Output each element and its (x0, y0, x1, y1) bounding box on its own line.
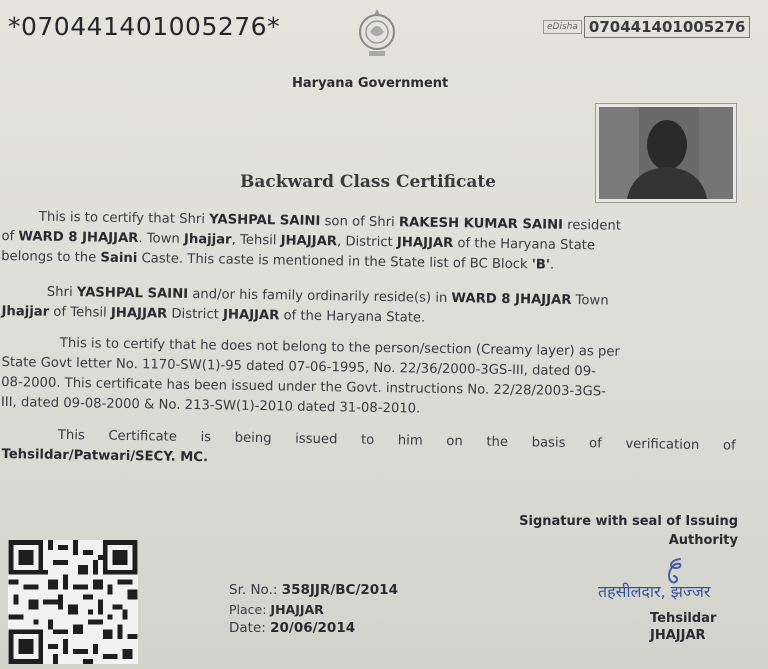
paragraph-residence (1, 282, 742, 334)
official-stamp: तहसीलदार, झज्जर (598, 582, 711, 601)
para3-line1: This is to certify that he does not belong to the person/section (Creamy layer) as per (59, 335, 621, 360)
word: being (234, 430, 272, 447)
haryana-emblem-icon (356, 6, 398, 64)
paragraph-identity (1, 207, 742, 279)
bc-block: 'B' (531, 257, 551, 273)
text: Caste. This caste is mentioned in the State list of BC Block (137, 251, 532, 273)
date (229, 619, 398, 638)
father-name: RAKESH KUMAR SAINI (398, 215, 564, 233)
text: . Town (138, 231, 185, 247)
ward: WARD 8 JHAJJAR (18, 229, 139, 247)
edisha-number: 070441401005276 (584, 16, 751, 38)
barcode-number: *070441401005276* (8, 12, 281, 41)
person-name: YASHPAL SAINI (209, 212, 321, 230)
word: to (360, 432, 375, 448)
certificate-title: Backward Class Certificate (240, 172, 496, 192)
tehsildar-title: Tehsildar (650, 611, 717, 626)
word: the (486, 434, 509, 450)
word: verification (625, 436, 700, 453)
signature-caption (496, 512, 738, 550)
district: JHAJJAR (222, 307, 280, 324)
town: Jhajjar (183, 231, 232, 248)
text: , District (336, 234, 398, 251)
town: Jhajjar (1, 303, 50, 320)
word: Certificate (108, 428, 178, 445)
word: This (57, 427, 85, 444)
government-heading: Haryana Government (292, 76, 449, 91)
word: of (588, 436, 602, 452)
paragraph-verification (1, 425, 742, 477)
para3-line2: State Govt letter No. 1170-SW(1)-95 dated 07-06-1995, No. 22/36/2000-3GS-III, dated 09- (1, 354, 597, 380)
tehsil: JHAJJAR (280, 233, 338, 250)
word: is (200, 430, 212, 446)
place (229, 600, 398, 619)
edisha-badge (543, 16, 750, 38)
date-value: 20/06/2014 (270, 620, 356, 636)
signature-line1: Signature with seal of Issuing (519, 514, 738, 529)
word: him (397, 433, 423, 449)
word: of (722, 438, 736, 454)
text: son of Shri (320, 214, 400, 231)
tehsil: JHAJJAR (110, 305, 168, 322)
text: , Tehsil (231, 232, 281, 249)
text: of the Haryana State. (279, 308, 426, 326)
date-label: Date: (229, 620, 271, 636)
paragraph-creamy-layer (1, 333, 742, 425)
word: on (446, 433, 463, 450)
text: District (167, 306, 224, 323)
qr-code-icon (8, 540, 138, 664)
text: belongs to the (1, 248, 101, 266)
para3-line4: III, dated 09-08-2000 & No. 213-SW(1)-2010 dated 31-08-2010. (0, 394, 421, 417)
serial-block (229, 581, 398, 638)
tehsildar-place: JHAJJAR (650, 628, 706, 643)
signature-line2: Authority (668, 533, 738, 548)
text: of Tehsil (49, 304, 112, 321)
text: of the Haryana State (453, 236, 596, 254)
applicant-photo (596, 104, 736, 202)
para3-line3: 08-2000. This certificate has been issued under the Govt. instructions No. 22/28/2003-3GS- (1, 374, 607, 400)
caste: Saini (100, 250, 138, 267)
text: Shri (46, 284, 77, 301)
place-label: Place: (229, 602, 271, 617)
text: . (549, 257, 555, 273)
serial-label: Sr. No.: (229, 582, 282, 598)
district: JHAJJAR (396, 235, 454, 252)
word: basis (531, 435, 566, 451)
text: and/or his family ordinarily reside(s) in (187, 286, 452, 307)
serial-value: 358JJR/BC/2014 (281, 582, 398, 598)
serial-number (229, 581, 398, 600)
text: Town (571, 292, 609, 309)
place-value: JHAJJAR (270, 602, 324, 617)
ward: WARD 8 JHAJJAR (451, 291, 572, 308)
tehsildar-block (650, 610, 716, 644)
text: This is to certify that Shri (38, 209, 210, 228)
person-name: YASHPAL SAINI (76, 285, 189, 302)
verifying-authority: Tehsildar/Patwari/SECY. MC. (1, 446, 209, 466)
word: issued (295, 431, 338, 448)
photo-image (599, 107, 733, 199)
text: of (1, 228, 19, 245)
text: resident (562, 217, 622, 234)
edisha-logo: eDisha (543, 20, 582, 34)
